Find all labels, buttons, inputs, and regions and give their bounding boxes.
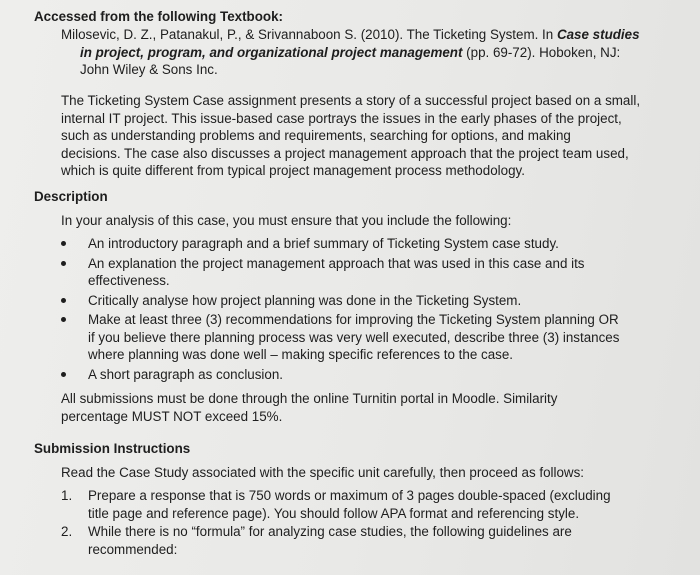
step-text: recommended: (88, 541, 178, 557)
bullet-dot-icon (61, 372, 66, 377)
bullet-text: effectiveness. (88, 273, 170, 288)
citation-line-3: John Wiley & Sons Inc. (80, 62, 218, 77)
intro-line: The Ticketing System Case assignment presents a story of a successful project based on a small, (61, 93, 641, 108)
intro-line: such as understanding problems and requirements, searching for options, and making (61, 128, 571, 143)
citation-line-2 (61, 44, 640, 62)
intro-line: internal IT project. This issue-based case portrays the issues in the early phases of the project, (61, 110, 622, 126)
step-text: While there is no “formula” for analyzing case studies, the following guidelines are (88, 524, 572, 539)
bullet-dot-icon (61, 261, 66, 266)
intro-paragraph (61, 92, 640, 180)
submission-note-line: percentage MUST NOT exceed 15%. (61, 408, 283, 424)
submission-note-line: All submissions must be done through the online Turnitin portal in Moodle. Similarity (61, 391, 558, 406)
bullet-text: where planning was done well – making specific references to the case. (88, 347, 514, 362)
bullet-dot-icon (61, 298, 66, 303)
citation-book-title-part-2: in project, program, and organizational project management (80, 44, 463, 60)
bullet-item (61, 292, 619, 310)
step-number: 2. (61, 524, 73, 539)
citation-book-title-part-1: Case studies (556, 27, 640, 42)
submission-steps (61, 487, 611, 559)
bullet-text: if you believe there planning process was very well executed, describe three (3) instances (88, 329, 620, 345)
step-item (61, 523, 611, 558)
bullet-dot-icon (61, 241, 66, 246)
bullet-text: Critically analyse how project planning was done in the Ticketing System. (88, 292, 522, 308)
intro-line: decisions. The case also discusses a project management approach that the project team used, (61, 145, 629, 161)
step-text: title page and reference page). You should follow APA format and referencing style. (88, 505, 580, 521)
citation-line-1-text: Milosevic, D. Z., Patanakul, P., & Srivannaboon S. (2010). The Ticketing System. In (61, 27, 557, 42)
citation-line-1 (61, 26, 640, 44)
step-number: 1. (61, 488, 73, 503)
bullet-item (61, 235, 619, 253)
bullet-text: A short paragraph as conclusion. (88, 366, 284, 382)
step-item (61, 487, 611, 522)
intro-line: which is quite different from typical project management process methodology. (61, 163, 525, 178)
description-bullets (61, 235, 619, 385)
bullet-text: An explanation the project management approach that was used in this case and its (88, 255, 585, 271)
submission-lead: Read the Case Study associated with the specific unit carefully, then proceed as follows: (61, 465, 585, 480)
description-heading: Description (34, 189, 108, 204)
submission-note (61, 390, 557, 425)
accessed-heading: Accessed from the following Textbook: (34, 9, 283, 24)
bullet-item (61, 311, 619, 364)
bullet-item (61, 255, 619, 290)
bullet-text: Make at least three (3) recommendations for improving the Ticketing System planning OR (88, 312, 619, 327)
bullet-item (61, 366, 619, 384)
citation-line-2-text: (pp. 69-72). Hoboken, NJ: (462, 44, 621, 60)
description-lead: In your analysis of this case, you must ensure that you include the following: (61, 213, 512, 228)
bullet-dot-icon (61, 317, 66, 322)
bullet-text: An introductory paragraph and a brief summary of Ticketing System case study. (88, 236, 559, 251)
step-text: Prepare a response that is 750 words or maximum of 3 pages double-spaced (excluding (88, 488, 611, 503)
citation (61, 26, 640, 79)
submission-heading: Submission Instructions (34, 441, 191, 456)
